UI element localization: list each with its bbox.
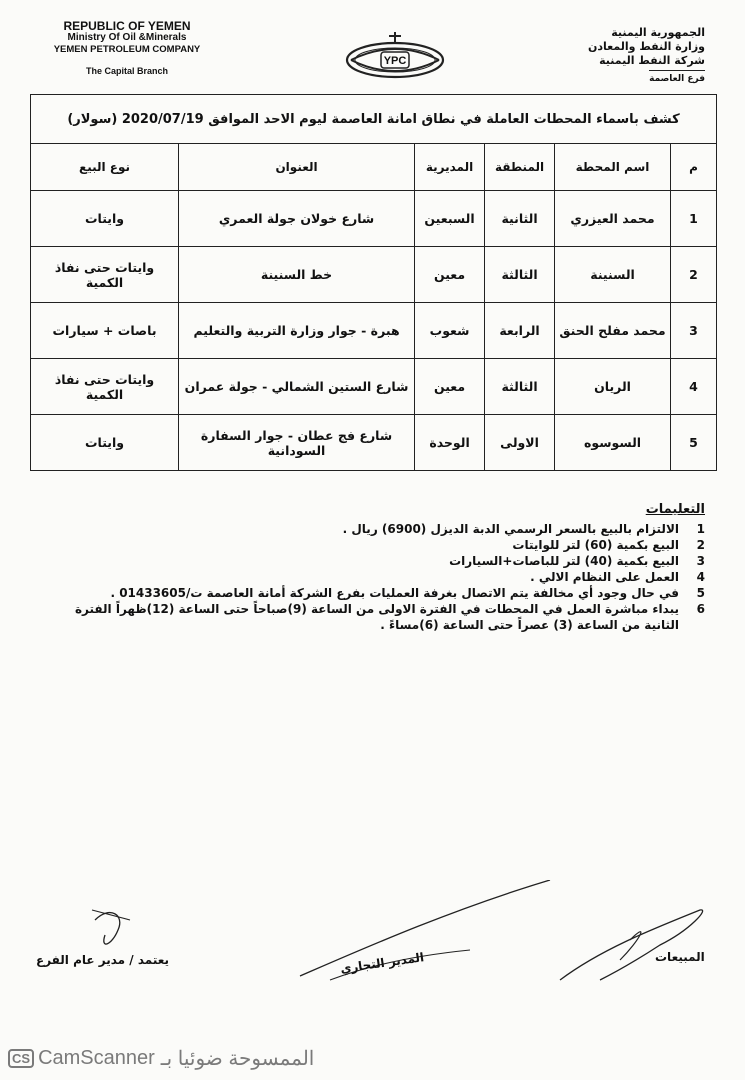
header-ar-company: شركة النفط اليمنية xyxy=(599,54,705,67)
camscanner-logo-icon: CS xyxy=(8,1049,34,1068)
cell-num: 2 xyxy=(671,247,717,303)
cell-zone: الثانية xyxy=(485,191,555,247)
cell-station: محمد مفلح الحنق xyxy=(555,303,671,359)
header-ar-ministry: وزارة النفط والمعادن xyxy=(588,40,705,53)
cell-num: 1 xyxy=(671,191,717,247)
table-title: كشف باسماء المحطات العاملة في نطاق امانة العاصمة ليوم الاحد الموافق 2020/07/19 (سولار) xyxy=(31,95,717,144)
instruction-text: البيع بكمية (40) لتر للباصات+السيارات xyxy=(449,554,679,568)
camscanner-watermark xyxy=(8,1046,314,1071)
col-header-zone: المنطقة xyxy=(485,144,555,191)
header-ar-branch: فرع العاصمة xyxy=(649,70,705,86)
cell-zone: الثالثة xyxy=(485,247,555,303)
instruction-num: 1 xyxy=(696,522,705,536)
table-header-row xyxy=(31,144,717,191)
cell-station: السنينة xyxy=(555,247,671,303)
cell-zone: الاولى xyxy=(485,415,555,471)
header-company: YEMEN PETROLEUM COMPANY xyxy=(53,44,201,55)
cell-zone: الثالثة xyxy=(485,359,555,415)
camscanner-name: CamScanner xyxy=(38,1047,155,1069)
cell-district: معين xyxy=(415,247,485,303)
cell-num: 5 xyxy=(671,415,717,471)
cell-address: هبرة - جوار وزارة التربية والتعليم xyxy=(179,303,415,359)
table-row xyxy=(31,247,717,303)
cell-num: 4 xyxy=(671,359,717,415)
arabic-header xyxy=(575,26,705,86)
cell-address: شارع خولان جولة العمري xyxy=(179,191,415,247)
cell-district: الوحدة xyxy=(415,415,485,471)
english-header xyxy=(42,20,212,77)
cell-sale-type: باصات + سيارات xyxy=(31,303,179,359)
ypc-logo xyxy=(343,28,447,88)
cell-station: محمد العيزري xyxy=(555,191,671,247)
instruction-item xyxy=(45,537,705,553)
cell-zone: الرابعة xyxy=(485,303,555,359)
cell-address: شارع فج عطان - جوار السفارة السودانية xyxy=(179,415,415,471)
table-row xyxy=(31,359,717,415)
commercial-manager-label: المدير التجاري xyxy=(339,950,425,976)
instruction-num: 5 xyxy=(696,586,705,600)
instruction-num: 4 xyxy=(696,570,705,584)
camscanner-arabic: الممسوحة ضوئيا بـ xyxy=(160,1048,315,1070)
instruction-item xyxy=(45,569,705,585)
cell-district: السبعين xyxy=(415,191,485,247)
instruction-text: البيع بكمية (60) لتر للوايتات xyxy=(512,538,679,552)
signature-strokes xyxy=(0,880,745,1000)
table-row xyxy=(31,191,717,247)
cell-station: السوسوه xyxy=(555,415,671,471)
col-header-sale-type: نوع البيع xyxy=(31,144,179,191)
instruction-num: 3 xyxy=(696,554,705,568)
instruction-text: العمل على النظام الالي . xyxy=(530,570,679,584)
cell-sale-type: وايتات xyxy=(31,191,179,247)
header-ar-country: الجمهورية اليمنية xyxy=(611,26,705,39)
cell-num: 3 xyxy=(671,303,717,359)
instruction-num: 2 xyxy=(696,538,705,552)
header-branch: The Capital Branch xyxy=(85,66,168,76)
instruction-item xyxy=(45,553,705,569)
instructions-section xyxy=(45,502,705,633)
cell-sale-type: وايتات حتى نفاذ الكمية xyxy=(31,247,179,303)
cell-address: خط السنينة xyxy=(179,247,415,303)
cell-district: شعوب xyxy=(415,303,485,359)
table-row xyxy=(31,303,717,359)
instruction-item xyxy=(45,585,705,601)
instruction-item xyxy=(45,601,705,633)
logo-text: YPC xyxy=(383,55,407,67)
sales-signature-label: المبيعات xyxy=(655,950,705,964)
instruction-item xyxy=(45,521,705,537)
col-header-address: العنوان xyxy=(179,144,415,191)
cell-sale-type: وايتات xyxy=(31,415,179,471)
header-ministry: Ministry Of Oil &Minerals xyxy=(67,32,187,43)
instruction-num: 6 xyxy=(696,602,705,616)
instruction-text: يبداء مباشرة العمل في المحطات في الفترة الاولى من الساعة (9)صباحاً حتى الساعة (12)ظهراً الفترة الثانية من الساعة (3) عصراً حتى الساعة (6)مساءً . xyxy=(74,602,679,632)
branch-manager-label: يعتمد / مدير عام الفرع xyxy=(36,953,169,967)
col-header-num: م xyxy=(671,144,717,191)
table-row xyxy=(31,415,717,471)
cell-station: الريان xyxy=(555,359,671,415)
instructions-heading: التعليمات xyxy=(645,502,705,517)
cell-address: شارع الستين الشمالي - جولة عمران xyxy=(179,359,415,415)
cell-district: معين xyxy=(415,359,485,415)
col-header-district: المديرية xyxy=(415,144,485,191)
cell-sale-type: وايتات حتى نفاذ الكمية xyxy=(31,359,179,415)
instruction-text: في حال وجود أي مخالفة يتم الاتصال بغرفة العمليات بفرع الشركة أمانة العاصمة ت/01433605 . xyxy=(110,586,679,600)
instruction-text: الالتزام بالبيع بالسعر الرسمي الدبة الديزل (6900) ريال . xyxy=(342,522,679,536)
stations-table xyxy=(30,94,717,471)
header-country: REPUBLIC OF YEMEN xyxy=(63,19,191,33)
col-header-station: اسم المحطة xyxy=(555,144,671,191)
